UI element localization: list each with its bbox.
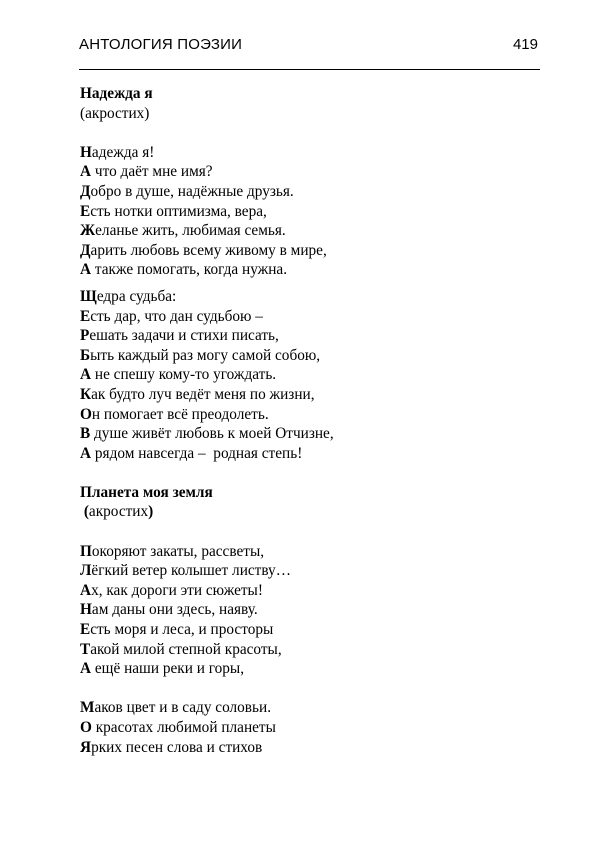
poem-line: Такой милой степной красоты, (80, 640, 282, 658)
page-content (80, 84, 530, 757)
poem-line: А рядом навсегда – родная степь! (80, 444, 303, 462)
stanza (80, 542, 530, 679)
running-title: АНТОЛОГИЯ ПОЭЗИИ (79, 36, 243, 53)
poem-subtitle: (акростих) (80, 104, 150, 122)
poem-line: Есть дар, что дан судьбою – (80, 307, 263, 325)
poem-title: Планета моя земля (80, 483, 213, 501)
poem-line: В душе живёт любовь к моей Отчизне, (80, 425, 334, 443)
poem-line: Быть каждый раз могу самой собою, (80, 346, 321, 364)
poem-line: Ярких песен слова и стихов (80, 738, 263, 756)
poem-line: Дарить любовь всему живому в мире, (80, 241, 327, 259)
stanza (80, 143, 530, 280)
poem-line: А ещё наши реки и горы, (80, 660, 245, 678)
poem-line: Есть нотки оптимизма, вера, (80, 202, 267, 220)
poem-line: А что даёт мне имя? (80, 163, 213, 181)
page-header (79, 36, 540, 58)
poem-line: Покоряют закаты, рассветы, (80, 542, 265, 560)
poem-line: Щедра судьба: (80, 287, 177, 305)
poem-line: Нам даны они здесь, наяву. (80, 601, 258, 619)
stanza (80, 698, 530, 757)
poem-line: Ах, как дороги эти сюжеты! (80, 581, 263, 599)
poem-line: Надежда я! (80, 143, 155, 161)
stanza (80, 287, 530, 463)
header-rule (79, 69, 540, 70)
poem-title: Надежда я (80, 85, 153, 102)
poem-line: Есть моря и леса, и просторы (80, 621, 274, 639)
poem-line: Лёгкий ветер колышет листву… (80, 562, 291, 580)
poem-line: Он помогает всё преодолеть. (80, 405, 269, 423)
page-number: 419 (512, 36, 538, 53)
poem-line: А также помогать, когда нужна. (80, 261, 288, 279)
poem-subtitle: (акростих) (80, 503, 154, 521)
poem-line: Маков цвет и в саду соловьи. (80, 699, 272, 717)
poem-line: Решать задачи и стихи писать, (80, 327, 279, 345)
poem-line: А не спешу кому-то угождать. (80, 366, 277, 384)
poem-line: О красотах любимой планеты (80, 719, 276, 736)
poem-line: Добро в душе, надёжные друзья. (80, 182, 294, 200)
poem-line: Желанье жить, любимая семья. (80, 222, 286, 240)
poem-line: Как будто луч ведёт меня по жизни, (80, 385, 315, 403)
